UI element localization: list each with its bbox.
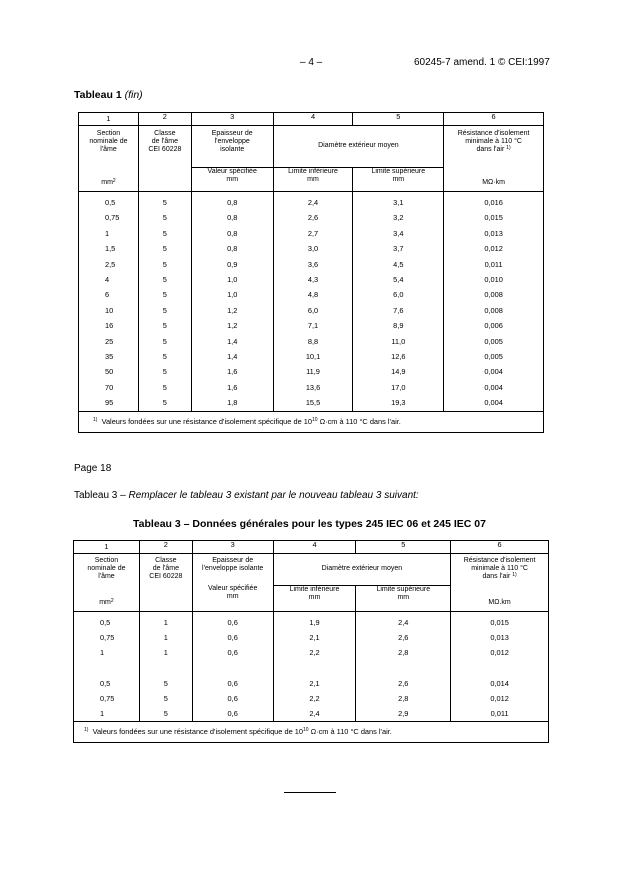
table-cell: 0,011 <box>451 706 549 722</box>
col-number: 2 <box>139 541 192 554</box>
table-cell: 0,015 <box>444 210 544 225</box>
table-cell: 8,9 <box>353 318 444 333</box>
table-row <box>74 706 549 722</box>
table-cell: 1 <box>139 612 192 631</box>
table-cell: 1,8 <box>191 395 273 411</box>
table-cell: 17,0 <box>353 380 444 395</box>
table-cell: 0,004 <box>444 395 544 411</box>
table-cell: 0,6 <box>192 691 273 706</box>
table-cell: 2,8 <box>356 645 451 660</box>
table-cell: 1,4 <box>191 334 273 349</box>
table3-header-top <box>74 554 549 586</box>
table-row <box>79 257 544 272</box>
header-valeur: Valeur spécifiée mm <box>191 167 273 192</box>
table-cell: 1,2 <box>191 303 273 318</box>
table-cell: 5 <box>138 303 191 318</box>
table-cell: 5 <box>138 226 191 241</box>
table-cell: 1,6 <box>191 380 273 395</box>
table-row <box>79 364 544 379</box>
table-cell: 1 <box>139 630 192 645</box>
table-cell: 1,0 <box>191 272 273 287</box>
table3-column-numbers <box>74 541 549 554</box>
table-cell: 10,1 <box>273 349 353 364</box>
header-section: Section nominale de l'âme <box>74 554 140 586</box>
table-cell: 4,8 <box>273 287 353 302</box>
header-resistance: Résistance d'isolement minimale à 110 °C dans l'air $^{1)}$ <box>451 554 549 586</box>
table-cell: 3,2 <box>353 210 444 225</box>
table-row <box>79 349 544 364</box>
table-cell: 5 <box>138 210 191 225</box>
table-cell: 5 <box>138 257 191 272</box>
table-row <box>79 303 544 318</box>
table-cell: 2,4 <box>356 612 451 631</box>
table-cell: 0,6 <box>192 630 273 645</box>
table-cell: 0,005 <box>444 349 544 364</box>
table-cell: 0,8 <box>191 192 273 211</box>
table1-body <box>79 192 544 412</box>
col-number: 2 <box>138 113 191 126</box>
col-number: 6 <box>444 113 544 126</box>
header-resistance-unit: MΩ·km <box>444 167 544 192</box>
table1-header-top <box>79 126 544 168</box>
table-cell: 4 <box>79 272 139 287</box>
table1-title: Tableau 1 (fin) <box>74 89 143 101</box>
table-row <box>79 192 544 211</box>
table-cell: 1,6 <box>191 364 273 379</box>
header-classe: Classe de l'âme CEI 60228 <box>139 554 192 586</box>
header-diametre: Diamètre extérieur moyen <box>273 554 451 586</box>
header-epaisseur: Epaisseur de l'enveloppe isolante <box>192 554 273 586</box>
table-row <box>74 691 549 706</box>
table-cell: 10 <box>79 303 139 318</box>
table-cell: 16 <box>79 318 139 333</box>
table-cell: 1 <box>74 706 140 722</box>
page-18-label: Page 18 <box>74 463 112 474</box>
table-cell: 0,006 <box>444 318 544 333</box>
table-cell: 5 <box>138 395 191 411</box>
table-row <box>79 226 544 241</box>
table-cell: 1 <box>79 226 139 241</box>
table-cell: 0,6 <box>192 645 273 660</box>
col-number: 4 <box>273 113 353 126</box>
table-cell: 0,008 <box>444 303 544 318</box>
table-row <box>74 630 549 645</box>
table-cell: 0,014 <box>451 676 549 691</box>
header-lim-sup: Limite supérieure mm <box>356 585 451 612</box>
table-cell: 11,9 <box>273 364 353 379</box>
col-number: 5 <box>353 113 444 126</box>
table-cell: 0,012 <box>451 645 549 660</box>
table-cell: 2,6 <box>356 630 451 645</box>
table-cell: 3,7 <box>353 241 444 256</box>
header-lim-inf: Limite inférieure mm <box>273 585 356 612</box>
table-cell: 5 <box>138 241 191 256</box>
col-number: 1 <box>79 113 139 126</box>
table-cell: 2,6 <box>356 676 451 691</box>
table3-body-class1 <box>74 612 549 661</box>
table-row <box>74 612 549 631</box>
header-section-unit: $mm^2$ <box>74 585 140 612</box>
table-cell: 6 <box>79 287 139 302</box>
table-cell: 0,75 <box>74 630 140 645</box>
table-cell: 70 <box>79 380 139 395</box>
table-cell: 0,8 <box>191 241 273 256</box>
table3-note: $^{1)}$ Valeurs fondées sur une résistance d'isolement spécifique de $10^{10}$ Ω·cm à 110 °C dans l'air. <box>74 722 549 743</box>
table-cell: 6,0 <box>353 287 444 302</box>
col-number: 3 <box>191 113 273 126</box>
table-cell: 0,6 <box>192 706 273 722</box>
header-resistance: Résistance d'isolement minimale à 110 °C dans l'air $^{1)}$ <box>444 126 544 168</box>
table-cell: 11,0 <box>353 334 444 349</box>
table-cell: 7,1 <box>273 318 353 333</box>
table-cell: 0,005 <box>444 334 544 349</box>
table-cell: 5 <box>138 349 191 364</box>
table-row <box>79 241 544 256</box>
table-cell: 0,011 <box>444 257 544 272</box>
table-cell: 6,0 <box>273 303 353 318</box>
table-cell: 0,6 <box>192 612 273 631</box>
table-cell: 14,9 <box>353 364 444 379</box>
table-cell: 0,5 <box>79 192 139 211</box>
header-section: Section nominale de l'âme <box>79 126 139 168</box>
table-cell: 4,3 <box>273 272 353 287</box>
table-row <box>79 287 544 302</box>
table3-intro: Tableau 3 – Remplacer le tableau 3 existant par le nouveau tableau 3 suivant: <box>74 490 419 501</box>
document-reference: 60245-7 amend. 1 © CEI:1997 <box>414 57 550 68</box>
table-row <box>74 645 549 660</box>
table-cell: 5 <box>138 272 191 287</box>
table-cell: 2,4 <box>273 706 356 722</box>
header-diametre: Diamètre extérieur moyen <box>273 126 444 168</box>
table-cell: 1 <box>139 645 192 660</box>
table-cell: 1,2 <box>191 318 273 333</box>
table1-header-bottom <box>79 167 544 192</box>
table-cell: 2,1 <box>273 676 356 691</box>
table-cell: 0,013 <box>444 226 544 241</box>
table3-spacer-row <box>74 661 549 676</box>
header-valeur: Valeur spécifiée mm <box>192 585 273 612</box>
table-cell: 1,9 <box>273 612 356 631</box>
table1-note: $^{1)}$ Valeurs fondées sur une résistance d'isolement spécifique de $10^{10}$ Ω·cm à 110 °C dans l'air. <box>79 411 544 432</box>
table-cell: 1,4 <box>191 349 273 364</box>
table-row <box>79 395 544 411</box>
table-cell: 0,5 <box>74 612 140 631</box>
header-resistance-unit: MΩ.km <box>451 585 549 612</box>
table-cell: 0,6 <box>192 676 273 691</box>
table-cell: 0,8 <box>191 210 273 225</box>
table3-header-bottom <box>74 585 549 612</box>
table-cell: 5 <box>138 380 191 395</box>
table-cell: 2,6 <box>273 210 353 225</box>
header-lim-sup: Limite supérieure mm <box>353 167 444 192</box>
table-cell: 8,8 <box>273 334 353 349</box>
table-cell: 12,6 <box>353 349 444 364</box>
table-cell: 13,6 <box>273 380 353 395</box>
table-cell: 5,4 <box>353 272 444 287</box>
header-lim-inf: Limite inférieure mm <box>273 167 353 192</box>
table3-title: Tableau 3 – Données générales pour les types 245 IEC 06 et 245 IEC 07 <box>133 518 486 530</box>
table-cell: 3,0 <box>273 241 353 256</box>
table1-column-numbers <box>79 113 544 126</box>
end-rule <box>284 792 336 793</box>
table-cell: 2,8 <box>356 691 451 706</box>
table-row <box>79 318 544 333</box>
table-cell: 0,004 <box>444 380 544 395</box>
table-row <box>74 676 549 691</box>
col-number: 4 <box>273 541 356 554</box>
table-cell: 3,4 <box>353 226 444 241</box>
table3 <box>73 540 549 743</box>
table-cell: 0,75 <box>74 691 140 706</box>
header-epaisseur: Epaisseur de l'enveloppe isolante <box>191 126 273 168</box>
table-cell: 5 <box>139 691 192 706</box>
table-cell: 25 <box>79 334 139 349</box>
table-cell: 1,0 <box>191 287 273 302</box>
table-cell: 0,016 <box>444 192 544 211</box>
table-cell: 0,010 <box>444 272 544 287</box>
table-cell: 2,4 <box>273 192 353 211</box>
table-cell: 2,2 <box>273 645 356 660</box>
table1 <box>78 112 544 433</box>
table-cell: 1 <box>74 645 140 660</box>
table-cell: 7,6 <box>353 303 444 318</box>
table-cell: 0,5 <box>74 676 140 691</box>
col-number: 5 <box>356 541 451 554</box>
header-classe: Classe de l'âme CEI 60228 <box>138 126 191 168</box>
table-cell: 5 <box>139 706 192 722</box>
table3-body-class5 <box>74 676 549 722</box>
col-number: 1 <box>74 541 140 554</box>
table-cell: 19,3 <box>353 395 444 411</box>
table-cell: 0,75 <box>79 210 139 225</box>
table-cell: 35 <box>79 349 139 364</box>
table-cell: 5 <box>138 287 191 302</box>
table-cell: 2,9 <box>356 706 451 722</box>
table-cell: 15,5 <box>273 395 353 411</box>
col-number: 3 <box>192 541 273 554</box>
table1-title-suffix: (fin) <box>124 89 143 101</box>
table-cell: 50 <box>79 364 139 379</box>
table-cell: 0,015 <box>451 612 549 631</box>
table-row <box>79 380 544 395</box>
table-cell: 2,2 <box>273 691 356 706</box>
table-cell: 5 <box>138 192 191 211</box>
table-cell: 1,5 <box>79 241 139 256</box>
page-number: – 4 – <box>300 57 323 68</box>
table-row <box>79 210 544 225</box>
table-cell: 2,1 <box>273 630 356 645</box>
table-cell: 2,5 <box>79 257 139 272</box>
table-cell: 0,012 <box>444 241 544 256</box>
col-number: 6 <box>451 541 549 554</box>
table-cell: 95 <box>79 395 139 411</box>
table-cell: 5 <box>139 676 192 691</box>
table-cell: 0,013 <box>451 630 549 645</box>
table-cell: 0,8 <box>191 226 273 241</box>
table-cell: 0,008 <box>444 287 544 302</box>
header-section-unit: $mm^2$ <box>79 167 139 192</box>
table-cell: 5 <box>138 318 191 333</box>
table-cell: 3,6 <box>273 257 353 272</box>
table-cell: 0,9 <box>191 257 273 272</box>
table-cell: 5 <box>138 334 191 349</box>
table-row <box>79 334 544 349</box>
table-cell: 2,7 <box>273 226 353 241</box>
table-cell: 3,1 <box>353 192 444 211</box>
table-cell: 0,004 <box>444 364 544 379</box>
table-cell: 0,012 <box>451 691 549 706</box>
table-cell: 5 <box>138 364 191 379</box>
table-row <box>79 272 544 287</box>
table-cell: 4,5 <box>353 257 444 272</box>
